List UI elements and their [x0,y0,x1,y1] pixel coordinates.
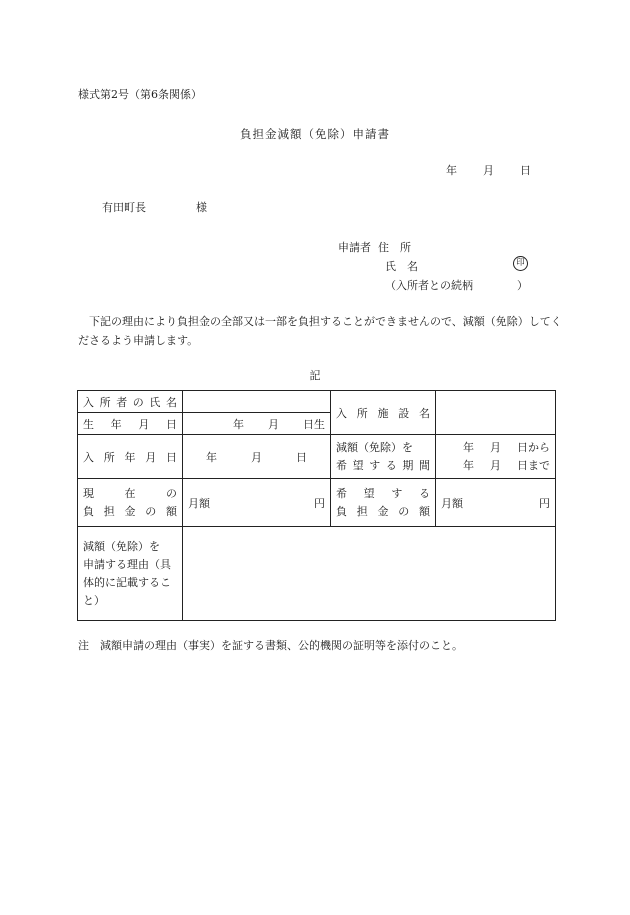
form-number: 様式第2号（第6条関係） [78,88,202,101]
period-to-year: 年 [463,458,474,472]
applicant-address-label: 住 所 [378,241,411,254]
applicant-relation: （入所者との続柄 ） [385,279,528,292]
period-to-day: 日まで [517,458,550,472]
desired-burden-label [331,479,436,527]
birth-year: 年 [233,417,244,431]
date-day: 日 [520,164,531,177]
period-from-month: 月 [490,440,501,454]
desired-monthly-label: 月額 [441,496,463,510]
period-from-day: 日から [517,440,550,454]
addressee-honorific: 様 [196,201,207,214]
period-to-month: 月 [490,458,501,472]
admission-date-label [78,435,183,479]
desired-period-label [331,435,436,479]
desired-period-field[interactable] [436,435,556,479]
reason-line1: 減額（免除）を [83,539,160,553]
birth-date-label [78,413,183,435]
current-burden-line1: 現 在 の [83,486,177,500]
reason-line4: と） [83,593,105,607]
addressee-name: 有田町長 [102,201,146,214]
admission-date-text: 入 所 年 月 日 [83,450,177,464]
resident-name-field[interactable] [183,391,331,413]
footnote: 注 減額申請の理由（事実）を証する書類、公的機関の証明等を添付のこと。 [78,639,463,652]
seal-mark: 印 [513,256,528,271]
desired-period-line2: 希 望 す る 期 間 [336,458,430,472]
desired-burden-line2: 負 担 金 の 額 [336,504,430,518]
current-monthly-label: 月額 [188,496,210,510]
desired-burden-field[interactable] [436,479,556,527]
desired-period-line1: 減額（免除）を [336,440,413,454]
birth-day: 日生 [303,417,325,431]
request-statement: 下記の理由により負担金の全部又は一部を負担することができませんので、減額（免除）してくださるよう申請します。 [78,315,562,347]
current-burden-field[interactable] [183,479,331,527]
facility-name-field[interactable] [436,391,556,435]
applicant-name-label: 氏 名 [385,260,418,273]
facility-name-label [331,391,436,435]
facility-name-text: 入 所 施 設 名 [336,406,430,420]
period-from-year: 年 [463,440,474,454]
desired-yen-unit: 円 [539,496,550,510]
resident-name-text: 入 所 者 の 氏 名 [83,395,177,409]
birth-month: 月 [268,417,279,431]
reason-label [78,527,183,621]
current-yen-unit: 円 [314,496,325,510]
addressee [102,199,207,215]
reason-line2: 申請する理由（具 [83,557,171,571]
birth-date-text: 生 年 月 日 [83,417,177,431]
reason-field[interactable] [183,527,556,621]
admission-year: 年 [206,450,217,464]
document-title: 負担金減額（免除）申請書 [240,127,390,141]
date-year: 年 [446,164,457,177]
ki-heading: 記 [309,369,321,382]
reason-line3: 体的に記載するこ [83,575,171,589]
applicant-block [338,238,528,295]
birth-date-field[interactable] [183,413,331,435]
application-table [77,390,556,621]
admission-day: 日 [296,450,307,464]
date-month: 月 [483,164,494,177]
admission-month: 月 [251,450,262,464]
current-burden-label [78,479,183,527]
admission-date-field[interactable] [183,435,331,479]
current-burden-line2: 負 担 金 の 額 [83,504,177,518]
resident-name-label [78,391,183,413]
application-date [446,162,531,178]
applicant-role: 申請者 [338,241,371,254]
desired-burden-line1: 希 望 す る [336,486,430,500]
